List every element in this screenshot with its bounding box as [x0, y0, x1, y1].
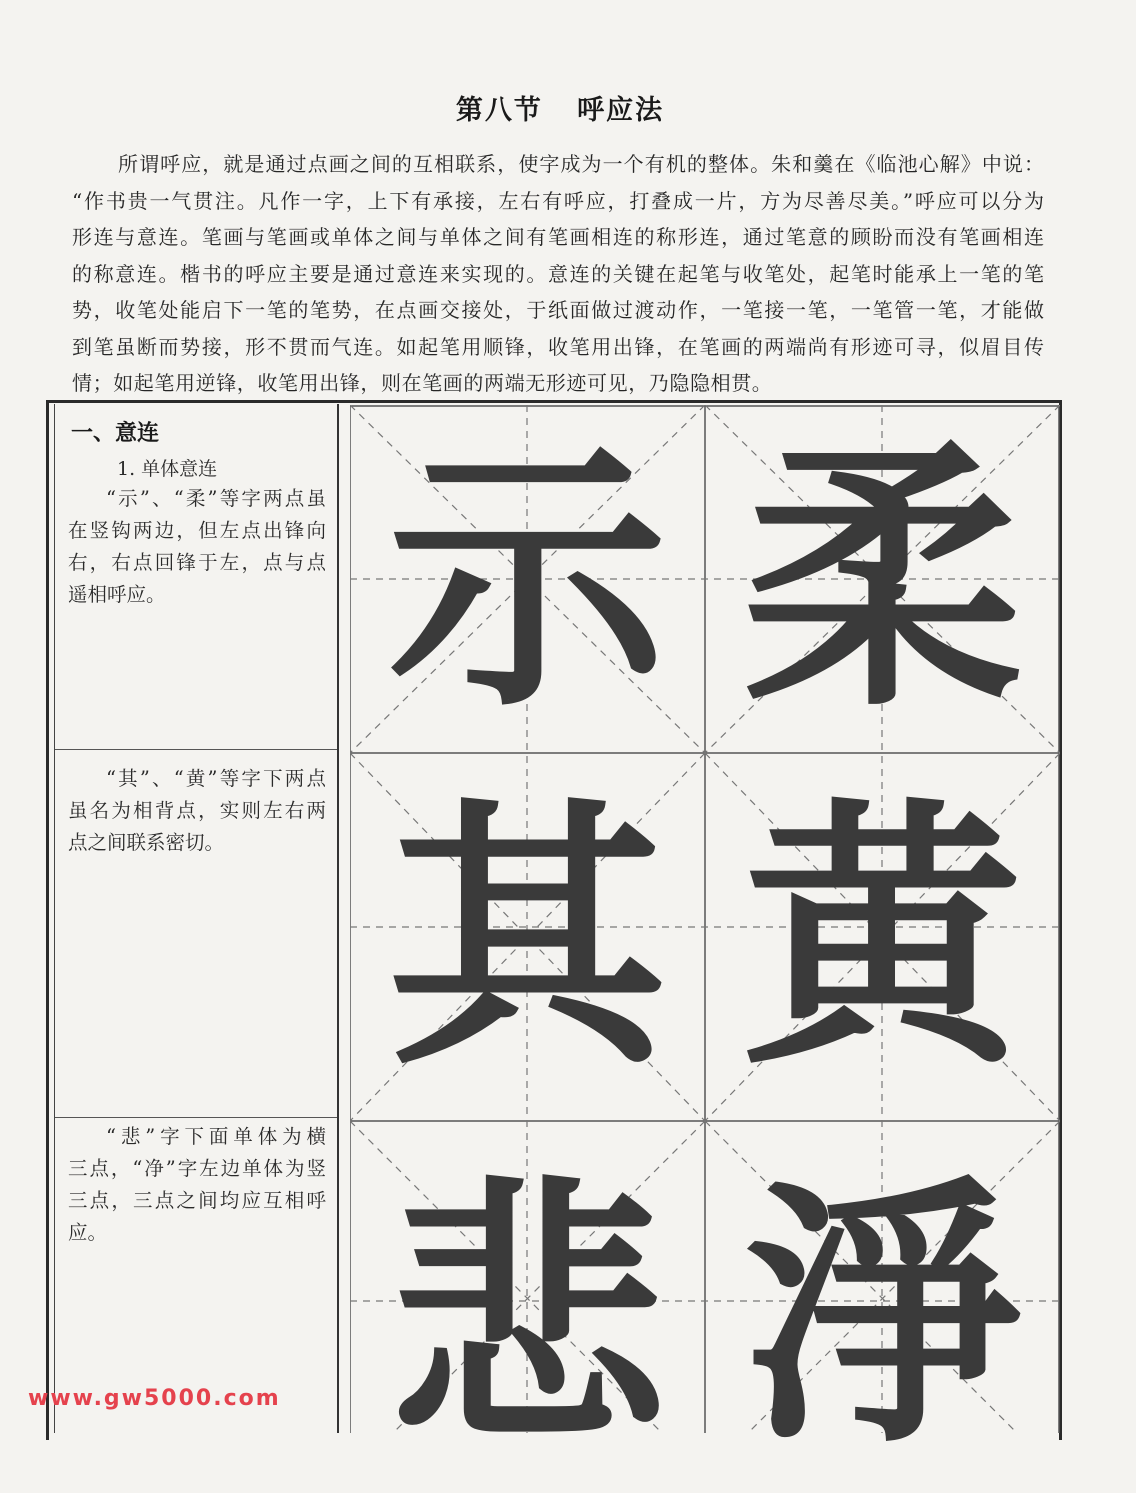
- text-line: 在竖钩两边，但左点出锋向: [68, 519, 326, 542]
- explanation-text: [68, 483, 326, 611]
- calligraphy-character: 柔: [742, 416, 1023, 745]
- text-line: 遥相呼应。: [68, 583, 166, 606]
- section-heading: 一、意连: [71, 421, 160, 446]
- calligraphy-character: 黄: [742, 774, 1023, 1103]
- explanation-text: [68, 1121, 326, 1249]
- explanation-text: [68, 763, 326, 859]
- text-line: “其”、“黄”等字下两点: [106, 767, 326, 790]
- text-line: 点之间联系密切。: [68, 831, 225, 854]
- subsection-heading: 1. 单体意连: [117, 458, 218, 480]
- calligraphy-character: 示: [387, 416, 668, 745]
- section-title: 第八节 呼应法: [455, 95, 665, 126]
- text-line: 应。: [68, 1221, 108, 1244]
- intro-line: 情；如起笔用逆锋，收笔用出锋，则在笔画的两端无形迹可见，乃隐隐相贯。: [72, 371, 773, 395]
- text-line: 右，右点回锋于左，点与点: [68, 551, 326, 574]
- intro-paragraph: [72, 146, 1044, 402]
- explanation-cell-2: [55, 750, 337, 1118]
- text-line: “悲”字下面单体为横: [106, 1125, 326, 1148]
- calligraphy-character: 淨: [742, 1152, 1023, 1481]
- text-line: 三点，三点之间均应互相呼: [68, 1189, 326, 1212]
- intro-line: 形连与意连。笔画与笔画或单体之间与单体之间有笔画相连的称形连，通过笔意的顾盼而没有笔画相连: [72, 225, 1044, 249]
- text-line: “示”、“柔”等字两点虽: [106, 487, 326, 510]
- text-line: 虽名为相背点，实则左右两: [68, 799, 326, 822]
- watermark: www.gw5000.com: [28, 1386, 281, 1411]
- explanation-cell-1: [55, 404, 337, 750]
- intro-line: “作书贵一气贯注。凡作一字，上下有承接，左右有呼应，打叠成一片，方为尽善尽美。”呼应可以分为: [72, 188, 1044, 213]
- text-line: 三点，“净”字左边单体为竖: [68, 1157, 326, 1180]
- explanation-column: [54, 404, 339, 1433]
- calligraphy-character: 悲: [387, 1152, 668, 1481]
- intro-line: 的称意连。楷书的呼应主要是通过意连来实现的。意连的关键在起笔与收笔处，起笔时能承上一笔的笔: [72, 261, 1044, 286]
- intro-line: 势，收笔处能启下一笔的笔势，在点画交接处，于纸面做过渡动作，一笔接一笔，一笔管一笔，才能做: [72, 298, 1044, 322]
- intro-line: 所谓呼应，就是通过点画之间的互相联系，使字成为一个有机的整体。朱和羹在《临池心解》中说：: [118, 152, 1044, 176]
- intro-line: 到笔虽断而势接，形不贯而气连。如起笔用顺锋，收笔用出锋，在笔画的两端尚有形迹可寻，似眉目传: [72, 334, 1044, 359]
- calligraphy-character: 其: [387, 774, 668, 1103]
- mi-grid-practice-area: [350, 405, 1060, 1481]
